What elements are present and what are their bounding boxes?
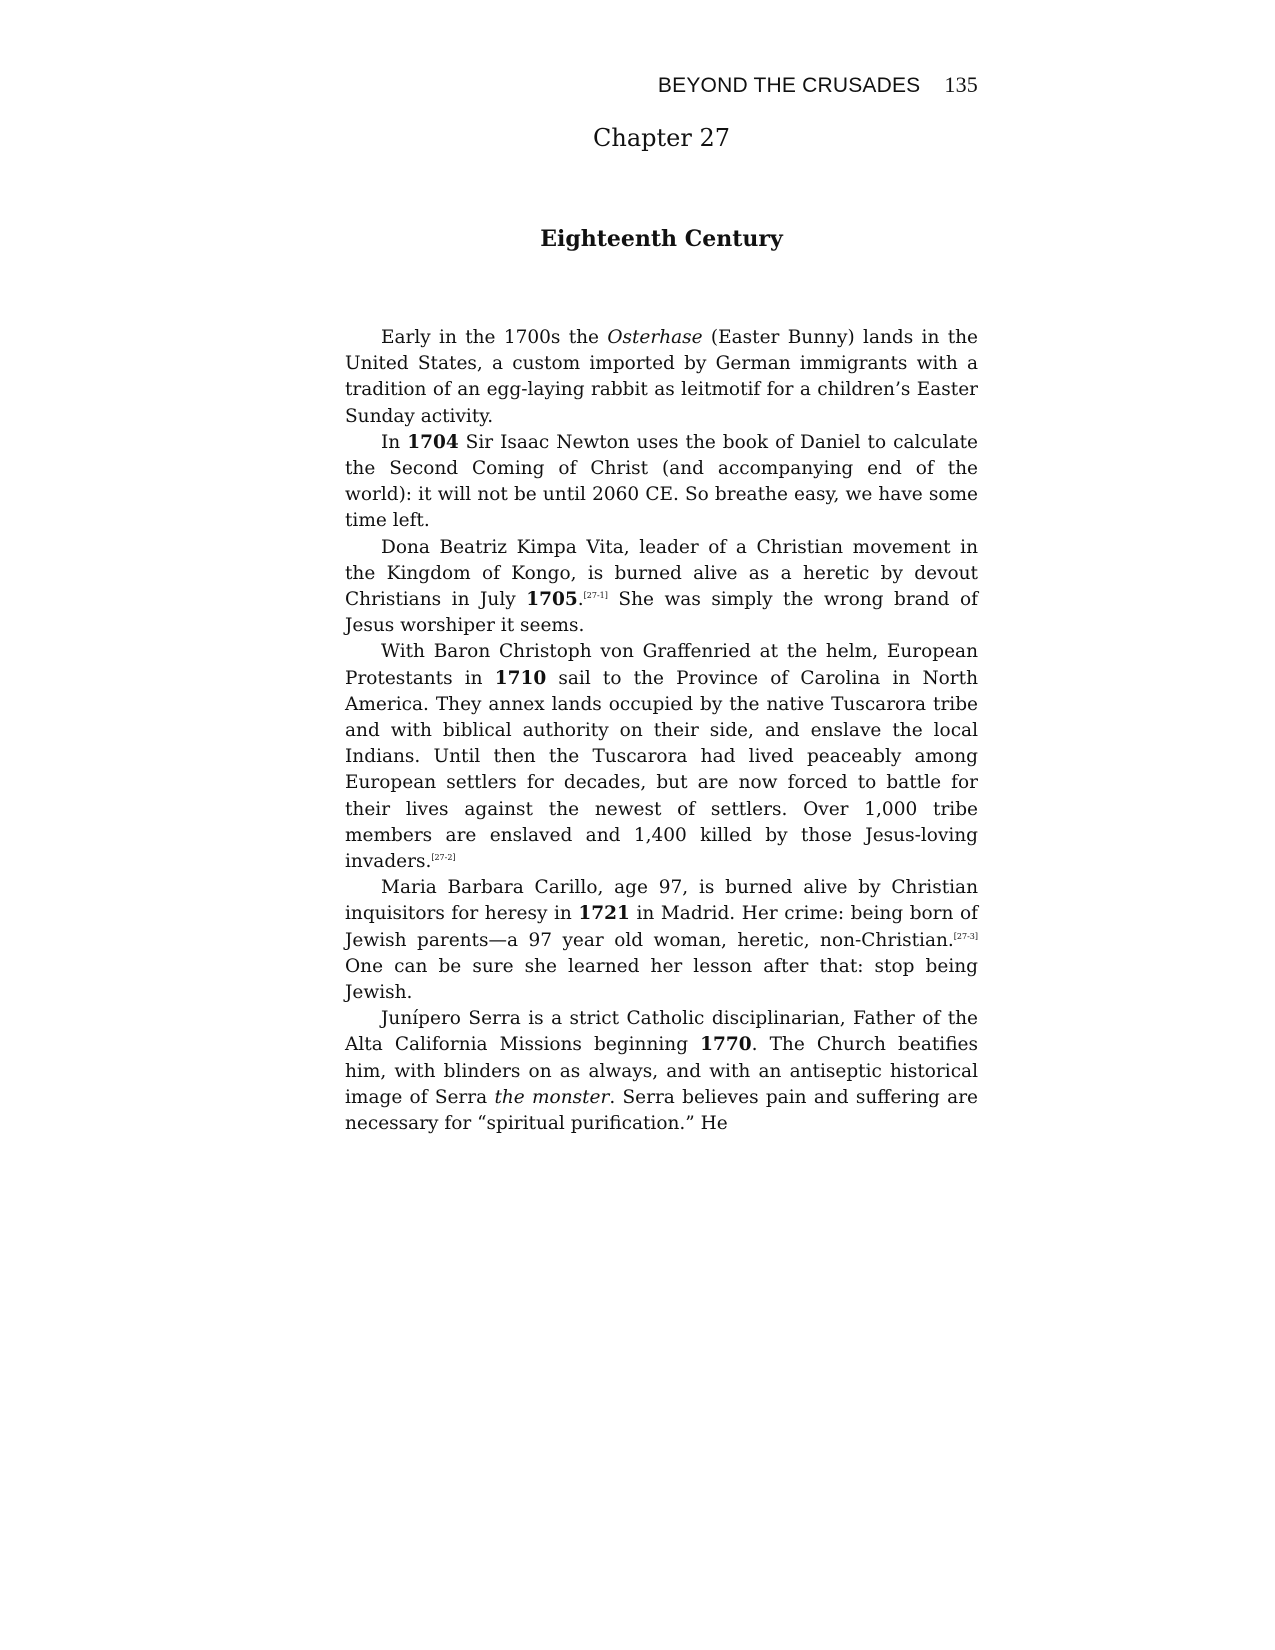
paragraph-serra — [345, 1006, 978, 1137]
text-run: (Easter Bunny) lands in the United States, a custom imported by German immigrants with a tradition of an egg-laying rabbit as leitmotif for a children’s Easter Sunday activity. — [345, 327, 978, 427]
italic-term: Osterhase — [607, 327, 703, 348]
paragraph-carillo — [345, 875, 978, 1006]
chapter-title: Eighteenth Century — [540, 226, 783, 252]
text-run: Maria Barbara Carillo, age 97, is burned alive by Christian inquisitors for heresy in — [345, 877, 978, 925]
text-run: In — [381, 431, 408, 453]
text-run: Sir Isaac Newton uses the book of Daniel to calculate the Second Coming of Christ (and accompanying end of the world): it will not be until 2060 CE. So breathe easy, we have some time left. — [345, 431, 978, 532]
footnote-marker: [27-3] — [953, 931, 978, 941]
year-highlight: 1705 — [526, 589, 578, 611]
text-run: in Madrid. Her crime: being born of Jewish parents—a 97 year old woman, heretic, non-Christian. — [345, 903, 978, 951]
text-run: . The Church beatifies him, with blinders on as always, and with an antiseptic historical image of Serra — [345, 1034, 978, 1108]
text-run: Dona Beatriz Kimpa Vita, leader of a Christian movement in the Kingdom of Kongo, is burned alive as a heretic by devout Christians in July — [345, 536, 978, 611]
footnote-marker: [27-2] — [431, 852, 456, 862]
text-run: . — [577, 589, 584, 611]
paragraph-kimpa-vita — [345, 535, 978, 640]
text-run: One can be sure she learned her lesson after that: stop being Jewish. — [345, 955, 978, 1004]
paragraph-newton — [345, 430, 978, 535]
year-highlight: 1721 — [578, 903, 630, 925]
year-highlight: 1770 — [700, 1034, 752, 1056]
text-run: With Baron Christoph von Graffenried at the helm, European Protestants in — [345, 641, 978, 689]
running-head — [658, 72, 978, 98]
year-highlight: 1704 — [407, 431, 459, 453]
text-run: . Serra believes pain and suffering are necessary for “spiritual purification.” He — [345, 1086, 978, 1135]
text-run: Junípero Serra is a strict Catholic disciplinarian, Father of the Alta California Missions beginning — [345, 1008, 978, 1056]
running-title: BEYOND THE CRUSADES — [657, 74, 921, 97]
text-run: She was simply the wrong brand of Jesus worshiper it seems. — [345, 589, 978, 637]
footnote-marker: [27-1] — [583, 590, 608, 600]
year-highlight: 1710 — [494, 667, 547, 689]
italic-term: the monster — [494, 1086, 610, 1108]
paragraph-tuscarora — [345, 639, 978, 875]
text-run: sail to the Province of Carolina in North America. They annex lands occupied by the native Tuscarora tribe and with biblical authority on their side, and enslave the local Indians. Until then the Tuscarora had lived peaceably among European settlers for decades, but are now forced to battle for their lives against the newest of settlers. Over 1,000 tribe members are enslaved and 1,400 killed by those Jesus-loving invaders. — [345, 667, 978, 873]
text-run: Early in the 1700s the — [381, 327, 608, 348]
paragraph-osterhase — [345, 325, 978, 430]
body-text — [345, 325, 978, 1137]
page-number: 135 — [944, 72, 978, 97]
chapter-label: Chapter 27 — [593, 124, 730, 152]
